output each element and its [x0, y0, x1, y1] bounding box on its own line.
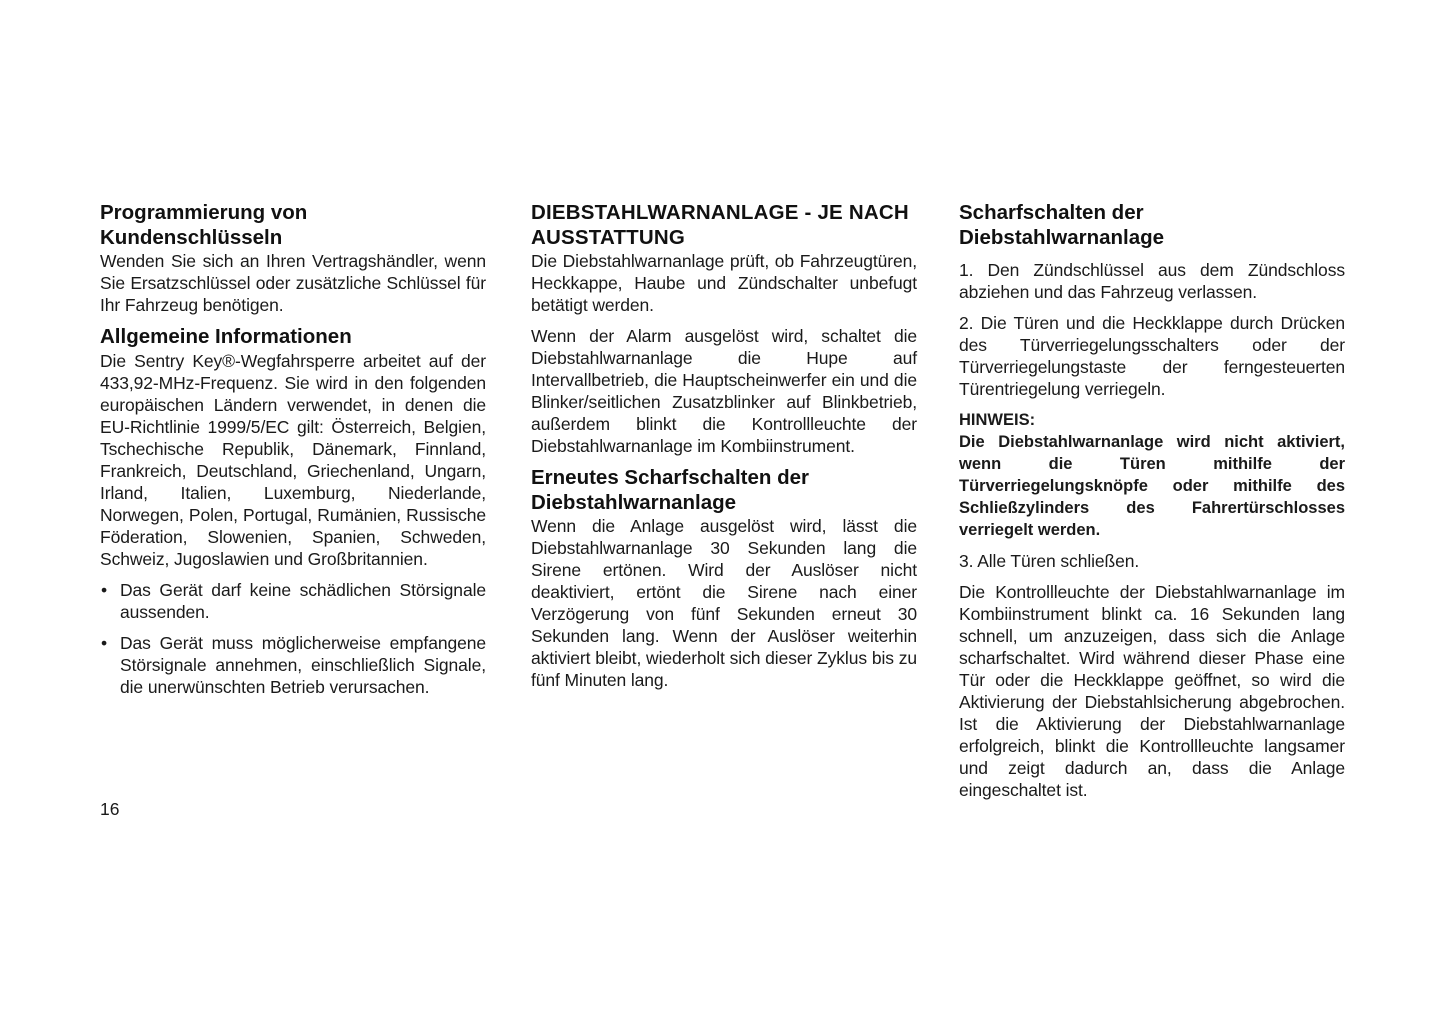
column-right: [959, 201, 1345, 801]
list-item-text: Das Gerät muss möglicherweise empfangene Störsignale annehmen, einschließlich Signale, die unerwünschten Betrieb verursachen.: [120, 632, 486, 697]
list-item: [100, 579, 486, 623]
page-number: 16: [100, 799, 120, 819]
paragraph-sentry-key: Die Sentry Key®-Wegfahrsperre arbeitet auf der 433,92-MHz-Frequenz. Sie wird in den folgenden europäischen Ländern verwendet, in denen die EU-Richtlinie 1999/5/EC gilt: Österreich, Belgien, Tschechische Republik, Dänemark, Finnland, Frankreich, Deutschland, Griechenland, Ungarn, Irland, Italien, Luxemburg, Niederlande, Norwegen, Polen, Portugal, Rumänien, Russische Föderation, Slowenien, Spanien, Schweden, Schweiz, Jugoslawien und Großbritannien.: [100, 350, 486, 569]
paragraph-prueft: Die Diebstahlwarnanlage prüft, ob Fahrzeugtüren, Heckkappe, Haube und Zündschalter unbefugt betätigt werden.: [531, 251, 917, 315]
note-label: HINWEIS:: [959, 411, 1036, 429]
note-text: Die Diebstahlwarnanlage wird nicht aktiviert, wenn die Türen mithilfe der Türverriegelungsknöpfe oder mithilfe des Schließzylinders des Fahrertürschlosses verriegelt werden.: [959, 433, 1345, 539]
bullet-icon: •: [101, 579, 108, 600]
list-item: [100, 632, 486, 698]
step-1: 1. Den Zündschlüssel aus dem Zündschloss abziehen und das Fahrzeug verlassen.: [959, 260, 1345, 302]
paragraph-vertragshaendler: Wenden Sie sich an Ihren Vertragshändler, wenn Sie Ersatzschlüssel oder zusätzliche Schlüssel für Ihr Fahrzeug benötigen.: [100, 251, 486, 315]
list-item-text: Das Gerät darf keine schädlichen Störsignale aussenden.: [120, 579, 486, 622]
step-3: 3. Alle Türen schließen.: [959, 551, 1140, 571]
heading-scharfschalten: Scharfschalten der Diebstahlwarnanlage: [959, 201, 1165, 249]
paragraph-alarm: Wenn der Alarm ausgelöst wird, schaltet die Diebstahlwarnanlage die Hupe auf Intervallbetrieb, die Hauptscheinwerfer ein und die Blinker/seitlichen Zusatzblinker auf Blinkbetrieb, außerdem blinkt die Kontrollleuchte der Diebstahlwarnanlage im Kombiinstrument.: [531, 326, 917, 456]
heading-erneutes-scharfschalten: Erneutes Scharfschalten der Diebstahlwarnanlage: [531, 466, 809, 514]
bullet-icon: •: [101, 632, 108, 653]
column-middle: [531, 201, 917, 691]
column-left: [100, 201, 486, 698]
heading-allgemeine-informationen: Allgemeine Informationen: [100, 325, 352, 348]
paragraph-kontrollleuchte: Die Kontrollleuchte der Diebstahlwarnanlage im Kombiinstrument blinkt ca. 16 Sekunden lang schnell, um anzuzeigen, dass sich die Anlage scharfschaltet. Wird während dieser Phase eine Tür oder die Heckklappe geöffnet, so wird die Aktivierung der Diebstahlsicherung abgebrochen. Ist die Aktivierung der Diebstahlwarnanlage erfolgreich, blinkt die Kontrollleuchte langsamer und zeigt dadurch an, dass die Anlage eingeschaltet ist.: [959, 582, 1345, 800]
paragraph-sirene: Wenn die Anlage ausgelöst wird, lässt die Diebstahlwarnanlage 30 Sekunden lang die Sirene ertönen. Wird der Auslöser nicht deaktiviert, ertönt die Sirene nach einer Verzögerung von fünf Sekunden erneut 30 Sekunden lang. Wenn der Auslöser weiterhin aktiviert bleibt, wiederholt sich dieser Zyklus bis zu fünf Minuten lang.: [531, 516, 917, 690]
heading-diebstahlwarnanlage: DIEBSTAHLWARNANLAGE - JE NACH AUSSTATTUNG: [531, 201, 909, 249]
step-2: 2. Die Türen und die Heckklappe durch Drücken des Türverriegelungsschalters oder der Türverriegelungstaste der ferngesteuerten Türentriegelung verriegeln.: [959, 313, 1345, 399]
heading-programmierung: Programmierung von Kundenschlüsseln: [100, 201, 308, 249]
bullet-list: [100, 579, 486, 698]
